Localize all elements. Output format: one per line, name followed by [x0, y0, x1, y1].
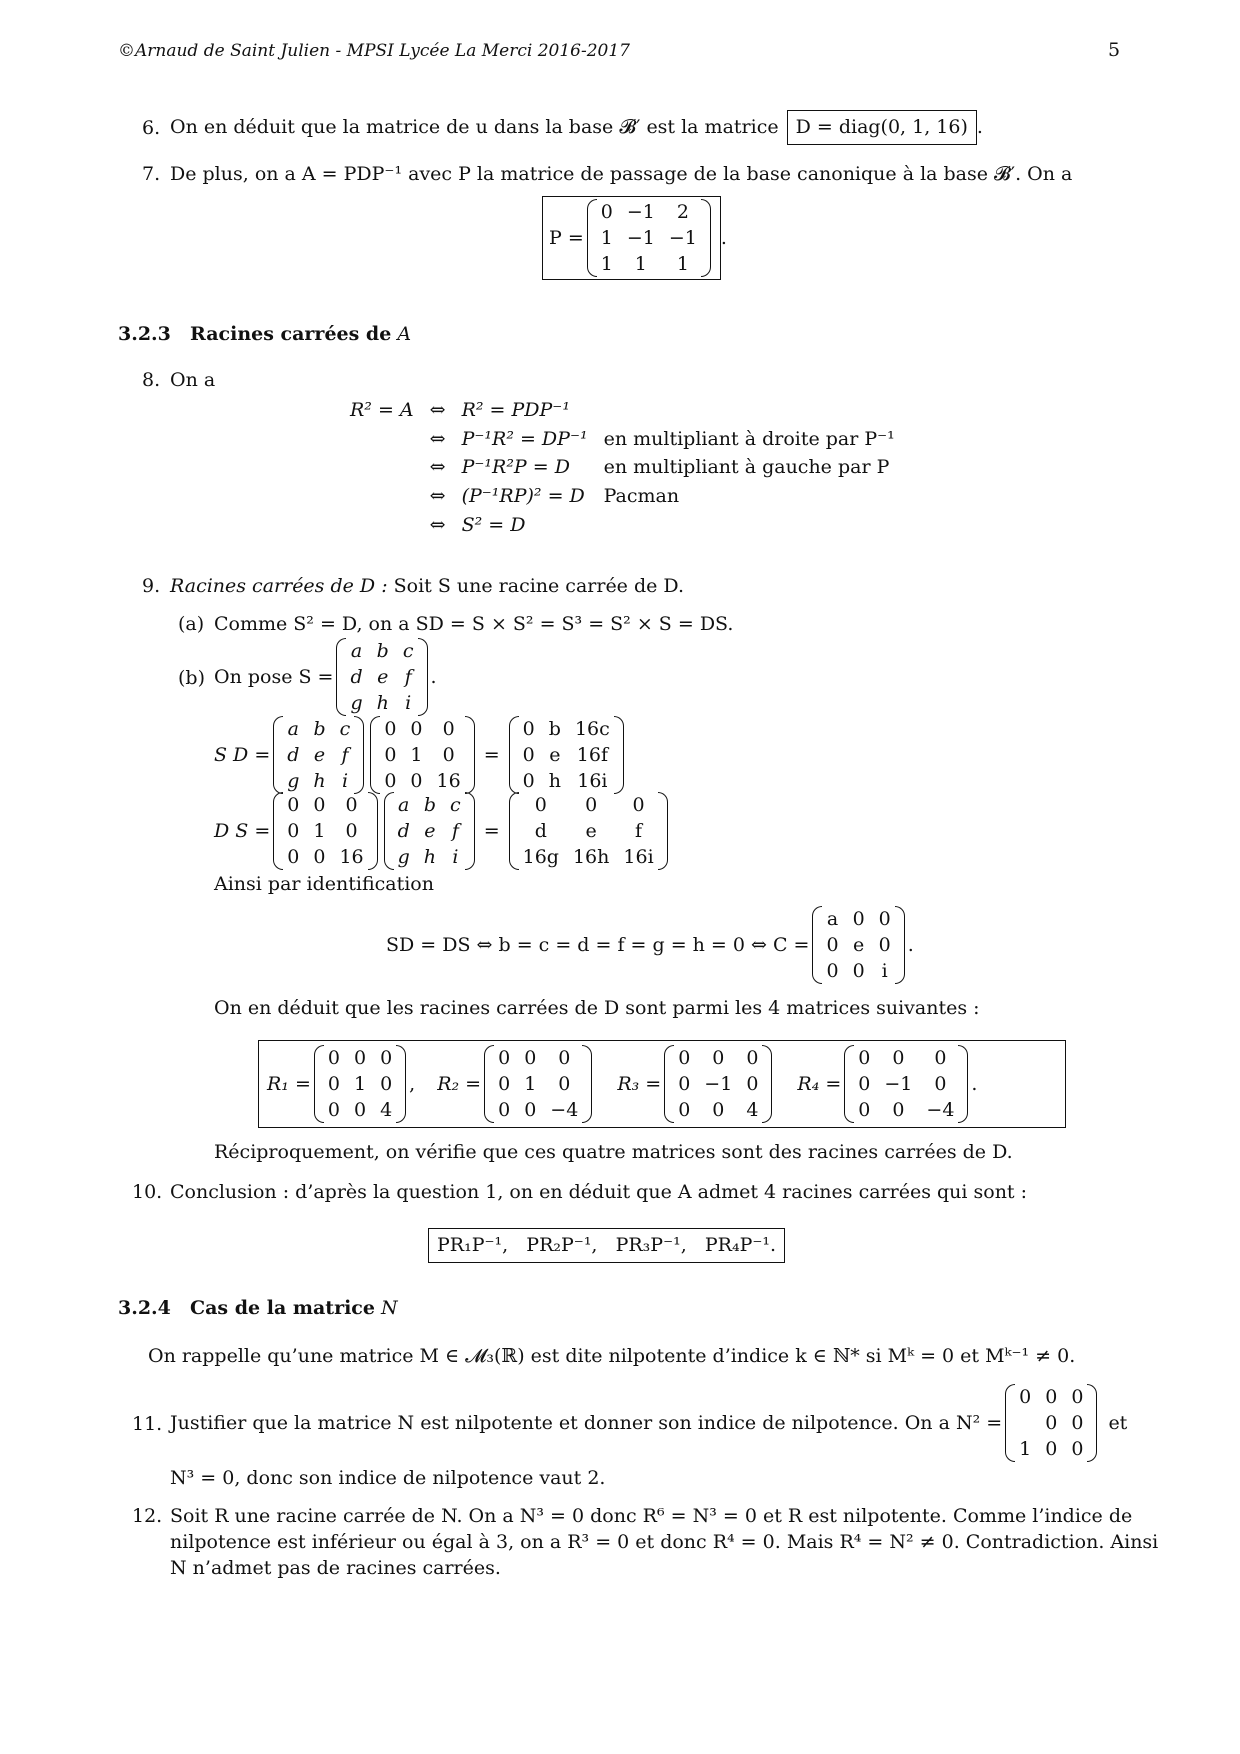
matrix-cell: e — [549, 744, 561, 766]
item-9-identification: Ainsi par identification — [214, 873, 434, 895]
item-11-tail: et — [1108, 1411, 1128, 1434]
section-3-2-3-var: A — [397, 323, 412, 345]
matrix-cell: e — [853, 934, 865, 956]
matrix-cell: f — [635, 820, 643, 842]
matrix-cell: 0 — [934, 1047, 947, 1069]
root-matrix-R4 — [797, 1045, 977, 1123]
matrix-cell: e — [313, 744, 326, 766]
identification-equation: SD = DS ⇔ b = c = d = f = g = h = 0 ⇔ C = a 0 0 0 e 0 0 0 i . — [386, 908, 914, 982]
matrix-cell: 0 — [524, 1047, 537, 1069]
item-9b-text: On pose S = — [214, 665, 334, 688]
matrix-cell: 0 — [746, 1073, 759, 1095]
matrix-cell: 1 — [313, 820, 326, 842]
matrix-cell: 0 — [313, 846, 326, 868]
item-11-text: Justifier que la matrice N est nilpotente et donner son indice de nilpotence. On a N² = — [170, 1411, 1003, 1434]
root-matrix-R3 — [617, 1045, 775, 1123]
matrix-cell: 0 — [712, 1099, 725, 1121]
matrix-cell: e — [585, 820, 597, 842]
matrix-cell: a — [287, 718, 299, 740]
matrix-cell: 0 — [878, 934, 891, 956]
matrix-cell: 0 — [558, 1073, 571, 1095]
root-matrix — [844, 1045, 968, 1123]
matrix-cell: c — [450, 794, 461, 816]
item-6-end: . — [976, 116, 983, 138]
matrix-cell: 0 — [852, 908, 865, 930]
equivalence-op: ⇔ — [429, 485, 446, 508]
matrix-cell: 0 — [1071, 1412, 1084, 1434]
equivalence-l — [342, 425, 422, 454]
root-matrix — [484, 1045, 592, 1123]
item-11-line2: N³ = 0, donc son indice de nilpotence vaut 2. — [170, 1467, 606, 1489]
matrix-cell: −1 — [626, 201, 655, 223]
matrix-S-in-DS — [384, 792, 475, 870]
item-9b-label: (b) — [178, 667, 205, 689]
equation-SD: S D = a b c d e f g h i 0 0 0 0 1 0 0 0 16 = 0 b 16c 0 e 16f 0 h 16i — [214, 716, 627, 794]
matrix-cell: d — [397, 820, 410, 842]
matrix-cell: 0 — [934, 1073, 947, 1095]
item-9a-text: Comme S² = D, on a SD = S × S² = S³ = S² × S = DS. — [214, 613, 734, 635]
matrix-cell: 0 — [498, 1073, 511, 1095]
matrix-cell: i — [405, 692, 412, 714]
item-11-number: 11. — [132, 1413, 163, 1435]
root-matrix-sep: , — [409, 1072, 416, 1095]
equivalence-l — [342, 482, 422, 511]
matrix-cell: 0 — [632, 794, 645, 816]
item-11 — [170, 1384, 1127, 1462]
matrix-cell: b — [548, 718, 561, 740]
equivalence-line — [342, 425, 903, 454]
matrix-cell: g — [350, 692, 363, 714]
matrix-cell: 4 — [746, 1099, 759, 1121]
matrix-cell: 0 — [353, 1099, 367, 1121]
matrix-cell: 0 — [558, 1047, 571, 1069]
matrix-cell: 16 — [339, 846, 364, 868]
item-9-intro-italic: Racines carrées de D : — [170, 575, 388, 597]
matrix-cell: 0 — [522, 770, 535, 792]
matrix-cell: h — [548, 770, 561, 792]
item-7-box — [542, 196, 721, 280]
equation-DS-lhs: D S = — [214, 819, 271, 842]
matrix-N-squared — [1005, 1384, 1097, 1462]
matrix-cell: d — [534, 820, 547, 842]
equivalence-line — [342, 396, 903, 425]
matrix-cell: 0 — [287, 820, 300, 842]
matrix-cell: −4 — [926, 1099, 955, 1121]
matrix-cell: b — [313, 718, 326, 740]
matrix-D-in-SD — [370, 716, 474, 794]
section-3-2-3-number: 3.2.3 — [118, 323, 171, 345]
item-12-line1: Soit R une racine carrée de N. On a N³ = 0 donc R⁶ = N³ = 0 et R est nilpotente. Comme l’indice de — [170, 1505, 1133, 1527]
root-matrix-label: R₁ = — [267, 1072, 311, 1095]
matrix-cell: h — [423, 846, 437, 868]
matrix-cell: h — [313, 770, 326, 792]
equivalence-op: ⇔ — [429, 399, 446, 421]
equivalence-l: R² = A — [350, 399, 414, 421]
matrix-cell: g — [397, 846, 410, 868]
matrix-cell: 0 — [442, 718, 455, 740]
item-9-intro-text: Soit S une racine carrée de D. — [393, 575, 685, 597]
equivalence-note: en multipliant à droite par P⁻¹ — [603, 427, 895, 450]
matrix-cell: 0 — [678, 1073, 691, 1095]
matrix-cell: 0 — [852, 960, 865, 982]
root-matrix-label: R₄ = — [797, 1072, 842, 1095]
matrix-cell: e — [424, 820, 436, 842]
root-matrix — [314, 1045, 406, 1123]
matrix-cell: 0 — [410, 718, 423, 740]
matrix-cell: a — [350, 640, 363, 662]
matrix-S-in-SD — [273, 716, 364, 794]
matrix-cell: 1 — [353, 1073, 367, 1095]
equivalence-op: ⇔ — [429, 427, 446, 450]
matrix-cell: 1 — [524, 1073, 537, 1095]
equivalence-l — [342, 453, 422, 482]
matrix-cell: −1 — [626, 227, 655, 249]
page-number: 5 — [1108, 39, 1121, 61]
matrix-cell: 0 — [1045, 1438, 1058, 1460]
matrix-cell: 0 — [858, 1073, 871, 1095]
matrix-C — [812, 906, 904, 984]
root-matrix-R2 — [437, 1045, 595, 1123]
equation-DS: D S = 0 0 0 0 1 0 0 0 16 a b c d e f g h i = 0 0 0 d e f 16g 16h 16i — [214, 792, 671, 870]
matrix-cell: 0 — [1045, 1386, 1058, 1408]
item-6 — [170, 110, 983, 145]
equivalence-l — [342, 511, 422, 540]
matrix-cell: f — [341, 744, 349, 766]
matrix-cell: 0 — [522, 744, 535, 766]
matrix-cell: 0 — [826, 960, 839, 982]
matrix-cell: 2 — [676, 201, 689, 223]
section-3-2-3-title-text: Racines carrées de — [190, 323, 392, 345]
matrix-cell: 0 — [826, 934, 839, 956]
section-3-2-3-title — [190, 322, 411, 347]
matrix-cell: 0 — [442, 744, 455, 766]
matrix-cell: a — [826, 908, 839, 930]
matrix-cell: b — [423, 794, 436, 816]
section-3-2-4-var: N — [381, 1297, 398, 1319]
item-7-lhs: P = — [549, 226, 584, 249]
matrix-cell: b — [376, 640, 389, 662]
matrix-cell: d — [350, 666, 363, 688]
item-9-deduce: On en déduit que les racines carrées de D sont parmi les 4 matrices suivantes : — [214, 997, 980, 1019]
identification-eq-text: SD = DS ⇔ b = c = d = f = g = h = 0 ⇔ C = — [386, 933, 810, 956]
matrix-cell: 16 — [436, 770, 461, 792]
matrix-cell: 0 — [534, 794, 547, 816]
matrix-cell: 0 — [345, 820, 358, 842]
equivalence-line — [342, 511, 903, 540]
equivalence-r: P⁻¹R²P = D — [461, 456, 570, 479]
matrix-cell: 0 — [287, 794, 300, 816]
equivalence-r: (P⁻¹RP)² = D — [461, 485, 585, 508]
equivalence-op: ⇔ — [429, 513, 446, 536]
matrix-S — [336, 638, 427, 716]
matrix-cell: −1 — [704, 1073, 733, 1095]
item-6-number: 6. — [142, 117, 161, 139]
matrix-cell: 1 — [410, 744, 423, 766]
item-12-line2: nilpotence est inférieur ou égal à 3, on a R³ = 0 et donc R⁴ = 0. Mais R⁴ = N² ≠ 0. Contradiction. Ainsi — [170, 1531, 1159, 1553]
matrix-cell: 0 — [522, 718, 535, 740]
matrix-cell: 0 — [524, 1099, 537, 1121]
item-6-boxed: D = diag(0, 1, 16) — [787, 110, 977, 145]
matrix-cell: h — [376, 692, 389, 714]
item-12-line3: N n’admet pas de racines carrées. — [170, 1557, 501, 1579]
matrix-cell: 16i — [577, 770, 608, 792]
matrix-cell: f — [404, 666, 412, 688]
equivalence-r: P⁻¹R² = DP⁻¹ — [461, 427, 588, 450]
matrix-cell: a — [398, 794, 410, 816]
matrix-cell: 1 — [634, 253, 647, 275]
equivalence-r: R² = PDP⁻¹ — [461, 399, 570, 421]
matrix-cell: 0 — [380, 1047, 393, 1069]
R-matrices-box — [258, 1040, 1066, 1128]
item-9a-label: (a) — [178, 613, 205, 635]
matrix-cell: 0 — [410, 770, 423, 792]
matrix-cell: 1 — [1019, 1438, 1032, 1460]
matrix-cell: i — [881, 960, 888, 982]
equivalence-note — [596, 511, 903, 540]
matrix-cell: 0 — [380, 1073, 393, 1095]
matrix-cell: 1 — [600, 253, 613, 275]
matrix-cell: 0 — [313, 794, 326, 816]
matrix-cell: 16f — [576, 744, 608, 766]
matrix-cell: 0 — [327, 1073, 340, 1095]
matrix-cell: 0 — [1019, 1386, 1032, 1408]
root-matrix-sep: . — [971, 1072, 978, 1095]
matrix-DS-result — [509, 792, 668, 870]
matrix-cell — [1019, 1410, 1031, 1436]
matrix-cell: 0 — [892, 1099, 905, 1121]
matrix-cell: 0 — [1045, 1412, 1058, 1434]
equivalence-note: en multipliant à gauche par P — [603, 456, 890, 479]
matrix-cell: 0 — [858, 1099, 871, 1121]
matrix-cell: 0 — [384, 744, 397, 766]
matrix-cell: 1 — [600, 227, 613, 249]
equivalence-line — [342, 453, 903, 482]
item-9b: On pose S = a b c d e f g h i . — [214, 640, 437, 714]
matrix-cell: 0 — [345, 794, 358, 816]
item-7-text: De plus, on a A = PDP⁻¹ avec P la matrice de passage de la base canonique à la base 𝓑′. On a — [170, 163, 1073, 185]
equivalence-r: S² = D — [461, 513, 526, 536]
matrix-cell: 0 — [892, 1047, 905, 1069]
root-matrix — [664, 1045, 772, 1123]
item-8-text: On a — [170, 369, 216, 391]
item-7-matrix-eq — [542, 196, 727, 280]
item-7-end: . — [720, 226, 727, 249]
matrix-cell: i — [452, 846, 459, 868]
matrix-P — [587, 199, 711, 277]
matrix-cell: 4 — [380, 1099, 393, 1121]
matrix-cell: 1 — [676, 253, 689, 275]
recall-definition: On rappelle qu’une matrice M ∈ 𝓜₃(ℝ) est dite nilpotente d’indice k ∈ ℕ* si Mᵏ = 0 et Mᵏ⁻¹ ≠ 0. — [148, 1345, 1076, 1367]
matrix-cell: 0 — [498, 1099, 511, 1121]
matrix-cell: 16g — [522, 846, 559, 868]
item-9-intro — [170, 574, 684, 599]
matrix-cell: 0 — [678, 1047, 691, 1069]
root-matrix-label: R₂ = — [437, 1072, 482, 1095]
matrix-SD-result — [509, 716, 624, 794]
matrix-cell: −4 — [550, 1099, 579, 1121]
item-8-equations — [342, 396, 903, 539]
matrix-cell: 0 — [384, 718, 397, 740]
equivalence-note — [596, 396, 903, 425]
item-9-reciprocal: Réciproquement, on vérifie que ces quatre matrices sont des racines carrées de D. — [214, 1141, 1013, 1163]
matrix-cell: f — [451, 820, 459, 842]
matrix-cell: 0 — [384, 770, 397, 792]
matrix-cell: 16h — [572, 846, 610, 868]
item-8-number: 8. — [142, 369, 161, 391]
matrix-cell: 0 — [498, 1047, 511, 1069]
matrix-D-in-DS — [273, 792, 377, 870]
matrix-cell: i — [341, 770, 349, 792]
item-7-number: 7. — [142, 163, 161, 185]
equivalence-note: Pacman — [603, 485, 680, 508]
equivalence-op: ⇔ — [429, 456, 446, 479]
item-12-number: 12. — [132, 1505, 163, 1527]
matrix-cell: 0 — [353, 1047, 367, 1069]
item-10-text: Conclusion : d’après la question 1, on en déduit que A admet 4 racines carrées qui sont : — [170, 1181, 1028, 1203]
item-6-text: On en déduit que la matrice de u dans la base 𝓑′ est la matrice — [170, 116, 779, 138]
matrix-cell: 16c — [574, 718, 610, 740]
equation-SD-lhs: S D = — [214, 743, 271, 766]
section-3-2-4-title-text: Cas de la matrice — [190, 1297, 375, 1319]
matrix-cell: 0 — [327, 1047, 340, 1069]
section-3-2-4-number: 3.2.4 — [118, 1297, 171, 1319]
root-matrix-R1 — [267, 1045, 415, 1123]
equivalence-line — [342, 482, 903, 511]
matrix-cell: 0 — [1071, 1438, 1084, 1460]
matrix-cell: c — [402, 640, 414, 662]
matrix-cell: 0 — [858, 1047, 871, 1069]
item-9-number: 9. — [142, 575, 161, 597]
matrix-cell: 0 — [878, 908, 891, 930]
matrix-cell: e — [377, 666, 389, 688]
matrix-cell: 0 — [287, 846, 300, 868]
matrix-cell: 16i — [623, 846, 654, 868]
matrix-cell: d — [287, 744, 300, 766]
header-left: ©Arnaud de Saint Julien - MPSI Lycée La Merci 2016-2017 — [118, 41, 630, 61]
matrix-cell: 0 — [585, 794, 598, 816]
item-10-boxed: PR₁P⁻¹, PR₂P⁻¹, PR₃P⁻¹, PR₄P⁻¹. — [428, 1228, 785, 1263]
matrix-cell: −1 — [884, 1073, 913, 1095]
matrix-cell: g — [287, 770, 300, 792]
root-matrix-label: R₃ = — [617, 1072, 662, 1095]
matrix-cell: 0 — [600, 201, 613, 223]
matrix-cell: −1 — [668, 227, 697, 249]
matrix-cell: c — [339, 718, 351, 740]
matrix-cell: 0 — [327, 1099, 340, 1121]
matrix-cell: 0 — [746, 1047, 759, 1069]
item-10-number: 10. — [132, 1181, 163, 1203]
section-3-2-4-title — [190, 1296, 398, 1321]
matrix-cell: 0 — [678, 1099, 691, 1121]
matrix-cell: 0 — [1071, 1386, 1084, 1408]
matrix-cell: 0 — [712, 1047, 725, 1069]
